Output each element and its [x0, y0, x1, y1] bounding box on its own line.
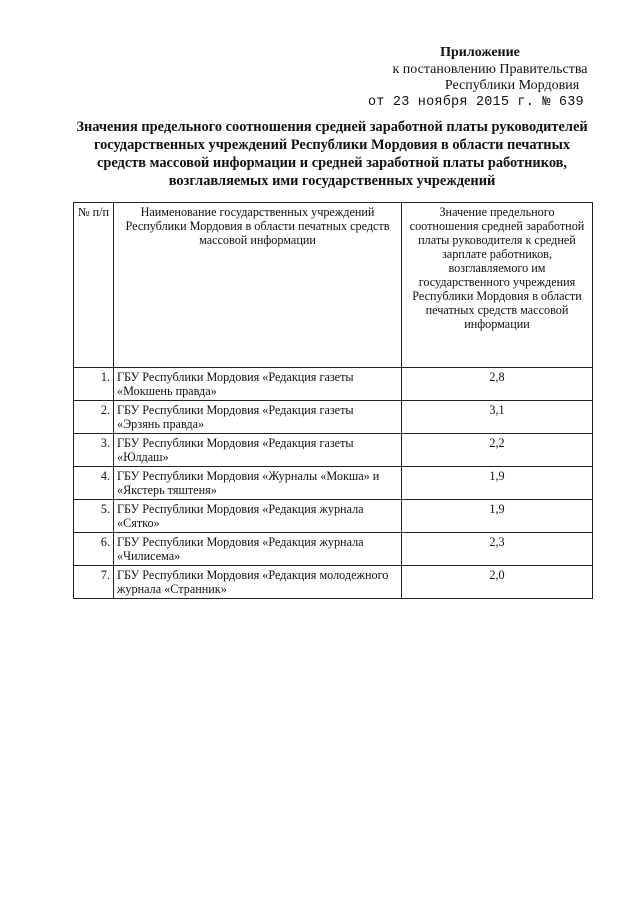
table-row: [74, 368, 593, 401]
row-number: 4.: [74, 467, 114, 500]
row-ratio: 2,2: [402, 434, 593, 467]
annex-date-number: от 23 ноября 2015 г. № 639: [368, 95, 584, 110]
row-number: 1.: [74, 368, 114, 401]
annex-republic-line: Республики Мордовия: [444, 78, 580, 93]
annex-block: [330, 44, 630, 110]
table-row: [74, 566, 593, 599]
row-number: 3.: [74, 434, 114, 467]
row-ratio: 3,1: [402, 401, 593, 434]
row-institution: ГБУ Республики Мордовия «Редакция журнала «Сятко»: [114, 500, 402, 533]
row-ratio: 2,0: [402, 566, 593, 599]
header-ratio-value: Значение предельного соотношения средней заработной платы руководителя к средней зарплате работников, возглавляемого им государственного учреждения Республики Мордовия в области печатных средств массовой информации: [402, 203, 593, 368]
row-ratio: 1,9: [402, 500, 593, 533]
annex-title: Приложение: [440, 45, 520, 60]
row-institution: ГБУ Республики Мордовия «Журналы «Мокша» и «Якстерь тяштеня»: [114, 467, 402, 500]
row-ratio: 1,9: [402, 467, 593, 500]
row-institution: ГБУ Республики Мордовия «Редакция газеты «Юлдаш»: [114, 434, 402, 467]
document-heading: Значения предельного соотношения средней заработной платы руководителей государственных учреждений Республики Мордовия в области печатных средств массовой информации и средней заработной платы работников, возглавляемых ими государственных учреждений: [76, 119, 588, 189]
table-row: [74, 467, 593, 500]
ratio-table: [73, 202, 593, 599]
row-number: 7.: [74, 566, 114, 599]
row-institution: ГБУ Республики Мордовия «Редакция молодежного журнала «Странник»: [114, 566, 402, 599]
row-institution: ГБУ Республики Мордовия «Редакция газеты «Мокшень правда»: [114, 368, 402, 401]
row-number: 5.: [74, 500, 114, 533]
table-row: [74, 500, 593, 533]
row-number: 6.: [74, 533, 114, 566]
row-institution: ГБУ Республики Мордовия «Редакция журнала «Чилисема»: [114, 533, 402, 566]
table-row: [74, 533, 593, 566]
row-institution: ГБУ Республики Мордовия «Редакция газеты «Эрзянь правда»: [114, 401, 402, 434]
header-institution-name: Наименование государственных учреждений Республики Мордовия в области печатных средств массовой информации: [114, 203, 402, 368]
header-number: № п/п: [74, 203, 114, 368]
row-ratio: 2,3: [402, 533, 593, 566]
table-row: [74, 434, 593, 467]
table-header-row: [74, 203, 593, 368]
row-number: 2.: [74, 401, 114, 434]
table-row: [74, 401, 593, 434]
annex-resolution-line: к постановлению Правительства: [392, 62, 588, 77]
row-ratio: 2,8: [402, 368, 593, 401]
